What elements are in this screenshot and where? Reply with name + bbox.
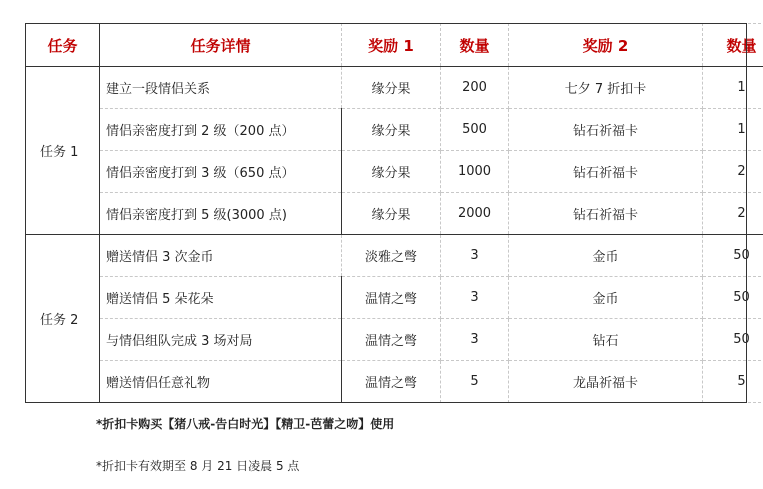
table-header-row (26, 24, 763, 67)
reward-2: 钻石祈福卡 (509, 109, 703, 151)
reward-2: 七夕 7 折扣卡 (509, 67, 703, 109)
table-row (26, 361, 763, 403)
table-row (26, 277, 763, 319)
rewards-table (25, 23, 763, 403)
reward-1: 缘分果 (342, 193, 441, 235)
note-discount-card-usage: *折扣卡购买【猪八戒-告白时光】【精卫-芭蕾之吻】使用 (96, 417, 395, 431)
header-quantity-1: 数量 (441, 24, 509, 67)
quantity-1: 5 (441, 361, 509, 403)
table-row (26, 319, 763, 361)
table-row (26, 235, 763, 277)
rewards-table-container (25, 23, 757, 403)
header-task-detail: 任务详情 (100, 24, 342, 67)
reward-1: 缘分果 (342, 109, 441, 151)
task-detail: 赠送情侣任意礼物 (100, 361, 342, 403)
reward-1: 缘分果 (342, 151, 441, 193)
reward-2: 钻石 (509, 319, 703, 361)
reward-1: 缘分果 (342, 67, 441, 109)
reward-1: 温情之彆 (342, 319, 441, 361)
quantity-2: 50 (703, 235, 763, 277)
task-label: 任务 1 (26, 67, 100, 235)
table-row (26, 109, 763, 151)
reward-2: 金币 (509, 235, 703, 277)
task-detail: 情侣亲密度打到 3 级（650 点） (100, 151, 342, 193)
quantity-2: 1 (703, 67, 763, 109)
table-row (26, 193, 763, 235)
reward-2: 龙晶祈福卡 (509, 361, 703, 403)
table-row (26, 67, 763, 109)
quantity-1: 200 (441, 67, 509, 109)
reward-1: 温情之彆 (342, 277, 441, 319)
task-label: 任务 2 (26, 235, 100, 403)
quantity-1: 1000 (441, 151, 509, 193)
task-detail: 建立一段情侣关系 (100, 67, 342, 109)
quantity-1: 3 (441, 235, 509, 277)
task-detail: 赠送情侣 3 次金币 (100, 235, 342, 277)
reward-2: 钻石祈福卡 (509, 193, 703, 235)
quantity-1: 2000 (441, 193, 509, 235)
table-row (26, 151, 763, 193)
task-detail: 与情侣组队完成 3 场对局 (100, 319, 342, 361)
header-reward-1: 奖励 1 (342, 24, 441, 67)
note-discount-card-expiry: *折扣卡有效期至 8 月 21 日凌晨 5 点 (96, 459, 300, 473)
quantity-2: 2 (703, 193, 763, 235)
task-detail: 情侣亲密度打到 2 级（200 点） (100, 109, 342, 151)
quantity-2: 50 (703, 277, 763, 319)
quantity-2: 2 (703, 151, 763, 193)
header-task: 任务 (26, 24, 100, 67)
reward-1: 温情之彆 (342, 361, 441, 403)
quantity-2: 50 (703, 319, 763, 361)
reward-2: 金币 (509, 277, 703, 319)
header-reward-2: 奖励 2 (509, 24, 703, 67)
quantity-2: 1 (703, 109, 763, 151)
notes (96, 413, 394, 477)
quantity-1: 3 (441, 277, 509, 319)
quantity-2: 5 (703, 361, 763, 403)
reward-1: 淡雅之彆 (342, 235, 441, 277)
task-detail: 赠送情侣 5 朵花朵 (100, 277, 342, 319)
task-detail: 情侣亲密度打到 5 级(3000 点) (100, 193, 342, 235)
quantity-1: 500 (441, 109, 509, 151)
reward-2: 钻石祈福卡 (509, 151, 703, 193)
header-quantity-2: 数量 (703, 24, 763, 67)
quantity-1: 3 (441, 319, 509, 361)
